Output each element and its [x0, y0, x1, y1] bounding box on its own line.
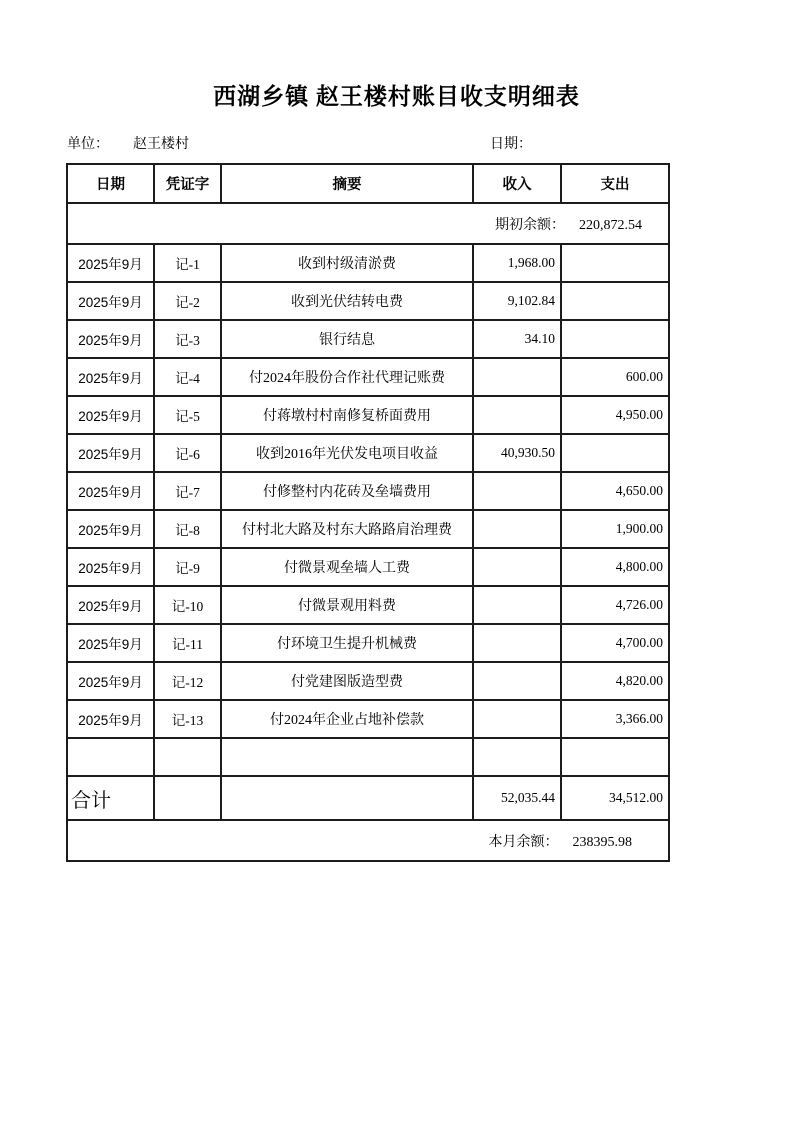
- cell-expense: 4,726.00: [561, 586, 669, 624]
- cell-summary: 付修整村内花砖及垒墙费用: [221, 472, 473, 510]
- cell-date: 2025年9月: [67, 244, 154, 282]
- total-voucher-cell: [154, 776, 221, 820]
- cell-income: [473, 700, 561, 738]
- table-row: [67, 662, 669, 700]
- cell-voucher: 记-4: [154, 358, 221, 396]
- cell-income: [473, 586, 561, 624]
- table-row: [67, 396, 669, 434]
- cell-income: [473, 624, 561, 662]
- cell-summary: 付微景观垒墙人工费: [221, 548, 473, 586]
- total-label: 合计: [67, 776, 154, 820]
- unit-value: 赵王楼村: [133, 137, 189, 152]
- cell-voucher: 记-7: [154, 472, 221, 510]
- table-row: [67, 548, 669, 586]
- cell-voucher: 记-3: [154, 320, 221, 358]
- cell-expense: 4,820.00: [561, 662, 669, 700]
- date-label: 日期：: [490, 137, 532, 152]
- cell-income: 40,930.50: [473, 434, 561, 472]
- cell-income: [473, 738, 561, 776]
- cell-date: 2025年9月: [67, 510, 154, 548]
- table-row: [67, 358, 669, 396]
- cell-expense: [561, 434, 669, 472]
- cell-voucher: 记-12: [154, 662, 221, 700]
- monthly-balance-label: 本月余额：: [488, 834, 559, 850]
- cell-expense: [561, 282, 669, 320]
- opening-balance-row: [67, 203, 669, 244]
- cell-summary: 银行结息: [221, 320, 473, 358]
- opening-balance-value: 220,872.54: [579, 217, 642, 233]
- cell-expense: 4,650.00: [561, 472, 669, 510]
- cell-summary: 付2024年股份合作社代理记账费: [221, 358, 473, 396]
- page-title: 西湖乡镇 赵王楼村账目收支明细表: [213, 84, 580, 109]
- cell-voucher: 记-5: [154, 396, 221, 434]
- monthly-balance-value: 238395.98: [572, 834, 632, 850]
- monthly-balance-cell: [67, 820, 669, 861]
- cell-date: 2025年9月: [67, 548, 154, 586]
- table-row: [67, 510, 669, 548]
- cell-date: 2025年9月: [67, 472, 154, 510]
- cell-summary: 付2024年企业占地补偿款: [221, 700, 473, 738]
- cell-income: [473, 510, 561, 548]
- opening-balance-cell: [67, 203, 669, 244]
- cell-income: [473, 396, 561, 434]
- cell-expense: 600.00: [561, 358, 669, 396]
- cell-income: 9,102.84: [473, 282, 561, 320]
- cell-income: [473, 358, 561, 396]
- cell-income: 34.10: [473, 320, 561, 358]
- total-row: [67, 776, 669, 820]
- cell-voucher: 记-6: [154, 434, 221, 472]
- cell-income: 1,968.00: [473, 244, 561, 282]
- cell-voucher: 记-11: [154, 624, 221, 662]
- table-row: [67, 738, 669, 776]
- table-row: [67, 434, 669, 472]
- meta-line: [66, 133, 668, 153]
- total-income: 52,035.44: [473, 776, 561, 820]
- cell-date: 2025年9月: [67, 624, 154, 662]
- table-row: [67, 472, 669, 510]
- cell-voucher: 记-1: [154, 244, 221, 282]
- cell-income: [473, 662, 561, 700]
- column-header-expense: 支出: [561, 164, 669, 203]
- cell-expense: 3,366.00: [561, 700, 669, 738]
- opening-balance-label: 期初余额：: [495, 217, 565, 233]
- cell-summary: 收到村级清淤费: [221, 244, 473, 282]
- cell-voucher: [154, 738, 221, 776]
- cell-date: 2025年9月: [67, 586, 154, 624]
- total-expense: 34,512.00: [561, 776, 669, 820]
- cell-date: 2025年9月: [67, 434, 154, 472]
- cell-date: 2025年9月: [67, 358, 154, 396]
- cell-voucher: 记-10: [154, 586, 221, 624]
- monthly-balance-row: [67, 820, 669, 861]
- ledger-table: [66, 163, 670, 862]
- cell-summary: 收到光伏结转电费: [221, 282, 473, 320]
- cell-summary: 付党建图版造型费: [221, 662, 473, 700]
- total-summary-cell: [221, 776, 473, 820]
- unit-label: 单位：: [67, 137, 109, 152]
- cell-expense: 4,800.00: [561, 548, 669, 586]
- cell-voucher: 记-2: [154, 282, 221, 320]
- table-row: [67, 700, 669, 738]
- cell-voucher: 记-8: [154, 510, 221, 548]
- cell-date: [67, 738, 154, 776]
- table-header-row: [67, 164, 669, 203]
- table-row: [67, 320, 669, 358]
- cell-income: [473, 548, 561, 586]
- cell-date: 2025年9月: [67, 282, 154, 320]
- column-header-voucher: 凭证字: [154, 164, 221, 203]
- cell-summary: 付微景观用料费: [221, 586, 473, 624]
- cell-expense: [561, 738, 669, 776]
- cell-summary: [221, 738, 473, 776]
- cell-summary: 付村北大路及村东大路路肩治理费: [221, 510, 473, 548]
- table-row: [67, 244, 669, 282]
- cell-expense: [561, 320, 669, 358]
- cell-expense: 4,950.00: [561, 396, 669, 434]
- column-header-summary: 摘要: [221, 164, 473, 203]
- cell-date: 2025年9月: [67, 700, 154, 738]
- cell-income: [473, 472, 561, 510]
- cell-expense: [561, 244, 669, 282]
- cell-date: 2025年9月: [67, 662, 154, 700]
- column-header-income: 收入: [473, 164, 561, 203]
- cell-summary: 付蒋墩村村南修复桥面费用: [221, 396, 473, 434]
- column-header-date: 日期: [67, 164, 154, 203]
- cell-expense: 4,700.00: [561, 624, 669, 662]
- table-row: [67, 624, 669, 662]
- table-row: [67, 586, 669, 624]
- table-row: [67, 282, 669, 320]
- cell-summary: 收到2016年光伏发电项目收益: [221, 434, 473, 472]
- cell-summary: 付环境卫生提升机械费: [221, 624, 473, 662]
- cell-voucher: 记-13: [154, 700, 221, 738]
- cell-date: 2025年9月: [67, 396, 154, 434]
- cell-expense: 1,900.00: [561, 510, 669, 548]
- cell-date: 2025年9月: [67, 320, 154, 358]
- cell-voucher: 记-9: [154, 548, 221, 586]
